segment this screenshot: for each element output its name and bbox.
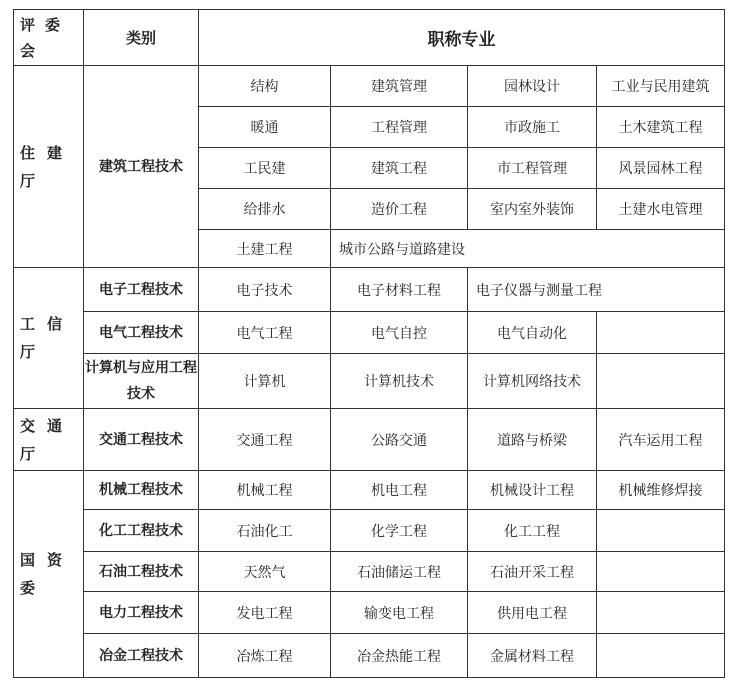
empty-cell xyxy=(597,552,725,592)
empty-cell xyxy=(597,592,725,634)
specialty-cell: 发电工程 xyxy=(199,592,331,634)
specialty-cell: 风景园林工程 xyxy=(597,148,725,189)
specialty-cell: 市工程管理 xyxy=(468,148,597,189)
specialty-cell: 室内室外装饰 xyxy=(468,189,597,230)
specialty-cell: 园林设计 xyxy=(468,66,597,107)
table-row xyxy=(14,409,725,471)
specialty-cell: 机械设计工程 xyxy=(468,471,597,510)
category-transport: 交通工程技术 xyxy=(84,409,199,471)
category-chemical: 化工工程技术 xyxy=(84,510,199,552)
specialty-cell: 化工工程 xyxy=(468,510,597,552)
specialty-cell: 建筑工程 xyxy=(331,148,468,189)
specialty-cell: 供用电工程 xyxy=(468,592,597,634)
specialty-cell: 石油化工 xyxy=(199,510,331,552)
specialty-cell: 汽车运用工程 xyxy=(597,409,725,471)
specialty-cell: 工程管理 xyxy=(331,107,468,148)
specialty-cell: 土木建筑工程 xyxy=(597,107,725,148)
category-computer: 计算机与应用工程技术 xyxy=(84,354,199,409)
specialty-cell: 工业与民用建筑 xyxy=(597,66,725,107)
specialty-cell: 电气自控 xyxy=(331,312,468,354)
empty-cell xyxy=(597,354,725,409)
table-row xyxy=(14,592,725,634)
specialty-cell: 金属材料工程 xyxy=(468,634,597,678)
specialty-cell: 市政施工 xyxy=(468,107,597,148)
specialty-cell: 建筑管理 xyxy=(331,66,468,107)
specialty-cell: 石油储运工程 xyxy=(331,552,468,592)
empty-cell xyxy=(597,510,725,552)
specialty-cell: 冶炼工程 xyxy=(199,634,331,678)
category-electronic: 电子工程技术 xyxy=(84,268,199,312)
specialty-cell: 城市公路与道路建设 xyxy=(331,230,725,268)
specialty-cell: 造价工程 xyxy=(331,189,468,230)
category-power: 电力工程技术 xyxy=(84,592,199,634)
table-row xyxy=(14,510,725,552)
specialty-cell: 化学工程 xyxy=(331,510,468,552)
table-row xyxy=(14,268,725,312)
specialty-cell: 机械维修焊接 xyxy=(597,471,725,510)
table-row xyxy=(14,354,725,409)
org-jiaotongting: 交通厅 xyxy=(14,409,84,471)
specialty-cell: 道路与桥梁 xyxy=(468,409,597,471)
specialty-cell: 工民建 xyxy=(199,148,331,189)
specialty-cell: 机械工程 xyxy=(199,471,331,510)
table-row xyxy=(14,471,725,510)
specialty-cell: 机电工程 xyxy=(331,471,468,510)
empty-cell xyxy=(597,634,725,678)
specialty-cell: 石油开采工程 xyxy=(468,552,597,592)
specialty-cell: 输变电工程 xyxy=(331,592,468,634)
org-gongxinting: 工信厅 xyxy=(14,268,84,409)
header-category: 类别 xyxy=(84,10,199,66)
specialty-cell: 土建水电管理 xyxy=(597,189,725,230)
specialty-cell: 计算机网络技术 xyxy=(468,354,597,409)
table-row xyxy=(14,634,725,678)
specialty-cell: 电子仪器与测量工程 xyxy=(468,268,725,312)
org-zhujianting: 住建厅 xyxy=(14,66,84,268)
specialty-cell: 给排水 xyxy=(199,189,331,230)
specialty-cell: 电气自动化 xyxy=(468,312,597,354)
empty-cell xyxy=(597,312,725,354)
header-row xyxy=(14,10,725,66)
specialty-table xyxy=(13,9,725,678)
specialty-cell: 电气工程 xyxy=(199,312,331,354)
specialty-cell: 公路交通 xyxy=(331,409,468,471)
specialty-cell: 交通工程 xyxy=(199,409,331,471)
category-petroleum: 石油工程技术 xyxy=(84,552,199,592)
specialty-cell: 电子技术 xyxy=(199,268,331,312)
category-electrical: 电气工程技术 xyxy=(84,312,199,354)
header-specialty: 职称专业 xyxy=(199,10,725,66)
specialty-cell: 暖通 xyxy=(199,107,331,148)
header-committee: 评委会 xyxy=(14,10,84,66)
table-row xyxy=(14,66,725,107)
specialty-cell: 天然气 xyxy=(199,552,331,592)
category-construction: 建筑工程技术 xyxy=(84,66,199,268)
specialty-cell: 土建工程 xyxy=(199,230,331,268)
specialty-cell: 冶金热能工程 xyxy=(331,634,468,678)
category-metallurgy: 冶金工程技术 xyxy=(84,634,199,678)
specialty-cell: 计算机技术 xyxy=(331,354,468,409)
specialty-cell: 结构 xyxy=(199,66,331,107)
table-row xyxy=(14,552,725,592)
org-guozi: 国资委 xyxy=(14,471,84,678)
specialty-cell: 计算机 xyxy=(199,354,331,409)
category-mechanical: 机械工程技术 xyxy=(84,471,199,510)
specialty-cell: 电子材料工程 xyxy=(331,268,468,312)
table-row xyxy=(14,312,725,354)
